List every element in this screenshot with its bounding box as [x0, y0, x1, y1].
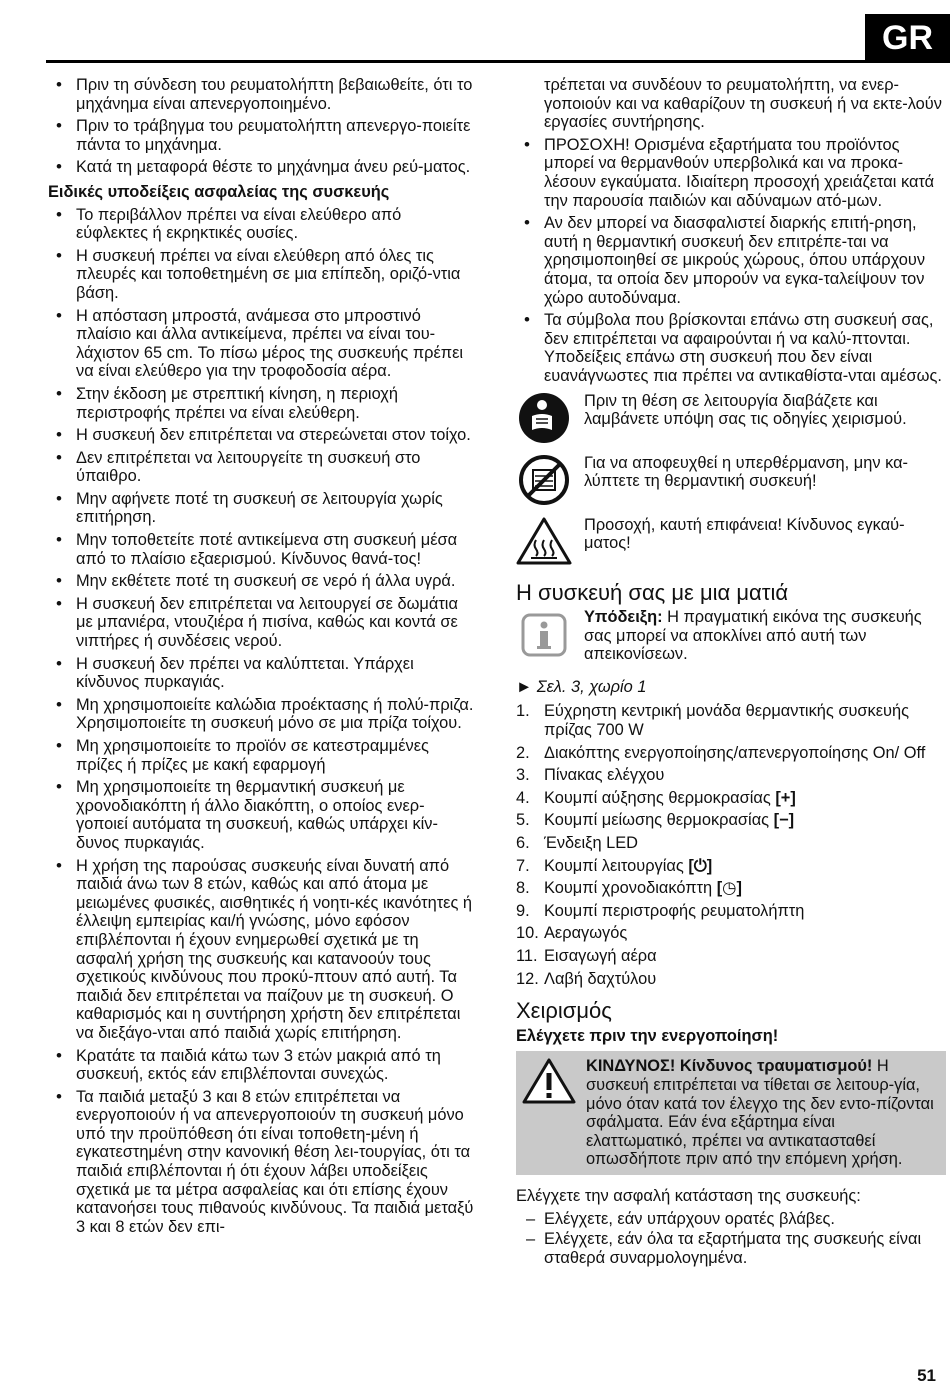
item-text: Εισαγωγή αέρα	[544, 947, 657, 965]
item-text: Αεραγωγός	[544, 924, 628, 943]
item-text: Εύχρηστη κεντρική μονάδα θερμαντικής συσκευής πρίζας 700 W	[544, 702, 910, 740]
danger-label: ΚΙΝΔΥΝΟΣ! Κίνδυνος τραυματισμού!	[586, 1057, 873, 1076]
danger-notice	[516, 1051, 946, 1175]
safety-list-general	[48, 76, 476, 177]
safety-list-continued	[516, 136, 946, 386]
info-icon	[516, 608, 572, 658]
list-item: – Ελέγχετε, εάν όλα τα εξαρτήματα της συσκευής είναι σταθερά συναρμολογημένα.	[516, 1230, 946, 1267]
operation-subtitle: Ελέγχετε πριν την ενεργοποίηση!	[516, 1026, 779, 1045]
note-text	[572, 608, 946, 664]
list-item: • Στην έκδοση με στρεπτική κίνηση, η περιοχή περιστροφής πρέπει να είναι ελεύθερη.	[48, 385, 476, 422]
list-item: • Αν δεν μπορεί να διασφαλιστεί διαρκής επιτή-ρηση, αυτή η θερμαντική συσκευή δεν επιτρέπε-ται να χρησιμοποιηθεί σε μικρούς χώρους, όπου υπάρχουν άτομα, τα οποία δεν μπορούν να εγκα-ταλείψουν τον χώρο αυτοδύναμα.	[516, 214, 946, 307]
list-item	[516, 970, 946, 989]
item-text: Διακόπτης ενεργοποίησης/απενεργοποίησης On/ Off	[544, 743, 926, 762]
left-column	[48, 76, 476, 1240]
list-item: • Πριν τη σύνδεση του ρευματολήπτη βεβαιωθείτε, ότι το μηχάνημα είναι απενεργοποιημένο.	[48, 76, 476, 113]
minus-symbol: [−]	[773, 811, 795, 830]
list-item	[516, 902, 946, 921]
note-row	[516, 608, 946, 664]
list-item: • Μη χρησιμοποιείτε το προϊόν σε κατεστραμμένες πρίζες ή πρίζες με κακή εφαρμογή	[48, 737, 476, 774]
item-label: Κουμπί αύξησης θερμοκρασίας	[544, 788, 776, 807]
item-text	[544, 879, 742, 898]
item-text: Λαβή δαχτύλου	[544, 969, 657, 988]
item-text	[544, 811, 794, 830]
list-item: • Τα παιδιά μεταξύ 3 και 8 ετών επιτρέπεται να ενεργοποιούν ή να απενεργοποιούν τη συσκευή μόνο υπό την προϋπόθεση ότι είναι τοποθετη-μένη ή εγκατεστημένη στην κανονική θέση λει-τουργίας, ότι τα παιδιά επιβλέπονται ή ότι έχουν λάβει υποδείξεις σχετικά με τα μέτρα ασφαλείας και ότι επίσης έχουν κατανοήσει τους πιθανούς κινδύνους. Τα παιδιά μεταξύ 3 και 8 ετών δεν επι-	[48, 1088, 476, 1237]
item-label: Κουμπί μείωσης θερμοκρασίας	[544, 811, 774, 830]
list-item: – Ελέγχετε, εάν υπάρχουν ορατές βλάβες.	[516, 1210, 946, 1229]
item-number: 8.	[516, 879, 530, 898]
continued-text: τρέπεται να συνδέουν το ρευματολήπτη, να ενερ-γοποιούν και να καθαρίζουν τη συσκευή ή να εκτε-λούν εργασίες συντήρησης.	[544, 76, 942, 132]
overview-title: Η συσκευή σας με μια ματιά	[516, 579, 789, 605]
list-item: • Δεν επιτρέπεται να λειτουργείτε τη συσκευή στο ύπαιθρο.	[48, 449, 476, 486]
list-item: • Μη χρησιμοποιείτε καλώδια προέκτασης ή πολύ-πριζα. Χρησιμοποιείτε τη συσκευή μόνο σε μια πρίζα τοίχου.	[48, 696, 476, 733]
list-item: • Μη χρησιμοποιείτε τη θερμαντική συσκευή με χρονοδιακόπτη ή άλλο διακόπτη, ο οποίος ενερ-γοποιεί αυτόματα τη συσκευή, καθώς υπάρχει κίν-δυνος πυρκαγιάς.	[48, 778, 476, 852]
list-item	[516, 834, 946, 853]
item-number: 7.	[516, 856, 530, 875]
do-not-cover-icon	[516, 454, 572, 506]
power-icon: [⏻]	[688, 856, 713, 875]
item-text: Κουμπί περιστροφής ρευματολήπτη	[544, 901, 805, 920]
list-item	[516, 789, 946, 808]
list-item	[516, 879, 946, 898]
safety-list-device	[48, 206, 476, 1237]
item-label: Κουμπί λειτουργίας	[544, 856, 689, 875]
item-text	[544, 857, 712, 876]
list-item	[516, 744, 946, 763]
list-item: • Τα σύμβολα που βρίσκονται επάνω στη συσκευή σας, δεν επιτρέπεται να αφαιρούνται ή να καλύ-πτονται. Υποδείξεις επάνω στη συσκευή που δεν είναι ευανάγνωστες πια πρέπει να αντικαθίστα-νται αμέσως.	[516, 311, 946, 385]
danger-body: Η συσκευή επιτρέπεται να τίθεται σε λειτουρ-γία, μόνο όταν κατά τον έλεγχο της δεν εντο-πίζονται σφάλματα. Εάν ένα εξάρτημα είναι ελαττωματικό, πρέπει να αντικατασταθεί οπωσδήποτε πριν από την επόμενη χρήση.	[586, 1057, 934, 1169]
danger-text	[582, 1057, 940, 1169]
item-number: 9.	[516, 901, 530, 920]
right-column	[516, 76, 946, 1269]
list-item: • Η χρήση της παρούσας συσκευής είναι δυνατή από παιδιά άνω των 8 ετών, καθώς και από άτομα με μειωμένες φυσικές, αισθητικές ή νοητι-κές ικανότητες ή έλλειψη εμπειρίας και/ή γνώσης, μόνο εφόσον επιβλέπονται ή έχουν ενημερωθεί σχετικά με τη ασφαλή χρήση της συσκευής και κατανοούν τους σχετικούς κινδύνους που προκύ-πτουν από αυτή. Τα παιδιά δεν επιτρέπεται να παίζουν με τη συσκευή. Ο καθαρισμός και η συντήρηση χρήστη δεν επιτρέπεται να διεξάγο-νται από παιδιά χωρίς επιτήρηση.	[48, 857, 476, 1043]
item-number: 10.	[516, 924, 539, 943]
list-item: • ΠΡΟΣΟΧΗ! Ορισμένα εξαρτήματα του προϊόντος μπορεί να θερμανθούν υπερβολικά και να προκα-λέσουν εγκαύματα. Ιδιαίτερη προσοχή χρειάζεται κατά την παρουσία παιδιών και αδύναμων ατό-μων.	[516, 136, 946, 210]
list-item	[516, 924, 946, 943]
list-item: • Πριν το τράβηγμα του ρευματολήπτη απενεργο-ποιείτε πάντα το μηχάνημα.	[48, 117, 476, 154]
check-intro: Ελέγχετε την ασφαλή κατάσταση της συσκευής:	[516, 1186, 861, 1205]
plus-symbol: [+]	[775, 788, 796, 807]
language-tab: GR	[865, 14, 950, 62]
symbol-no-cover-row	[516, 454, 946, 506]
list-item: • Μην εκθέτετε ποτέ τη συσκευή σε νερό ή άλλα υγρά.	[48, 572, 476, 591]
list-item: • Η συσκευή δεν επιτρέπεται να στερεώνεται στον τοίχο.	[48, 426, 476, 445]
list-item	[516, 702, 946, 739]
list-item: • Κρατάτε τα παιδιά κάτω των 3 ετών μακριά από τη συσκευή, εκτός εάν επιβλέπονται συνεχώς.	[48, 1047, 476, 1084]
check-list	[516, 1210, 946, 1268]
read-manual-icon	[516, 392, 572, 444]
item-label: Κουμπί χρονοδιακόπτη	[544, 879, 717, 898]
symbol-hot-row	[516, 516, 946, 566]
parts-list	[516, 702, 946, 988]
item-text: Πίνακας ελέγχου	[544, 766, 665, 785]
list-item: • Το περιβάλλον πρέπει να είναι ελεύθερο από εύφλεκτες ή εκρηκτικές ουσίες.	[48, 206, 476, 243]
header-rule	[46, 60, 950, 63]
list-item	[516, 857, 946, 876]
symbol-manual-text: Πριν τη θέση σε λειτουργία διαβάζετε και λαμβάνετε υπόψη σας τις οδηγίες χειρισμού.	[584, 391, 907, 429]
note-body: Η πραγματική εικόνα της συσκευής σας μπορεί να αποκλίνει από αυτή των απεικονίσεων.	[584, 608, 922, 664]
list-item: • Η απόσταση μπροστά, ανάμεσα στο μπροστινό πλαίσιο και άλλα αντικείμενα, πρέπει να είναι του-λάχιστον 65 cm. Το πίσω μέρος της συσκευής πρέπει να είναι ελεύθερο για την τροφοδοσία αέρα.	[48, 307, 476, 381]
item-number: 3.	[516, 766, 530, 785]
list-item: • Η συσκευή πρέπει να είναι ελεύθερη από όλες τις πλευρές και τοποθετημένη σε μια επίπεδη, οριζό-ντια βάση.	[48, 247, 476, 303]
list-item: • Η συσκευή δεν επιτρέπεται να λειτουργεί σε δωμάτια με μπανιέρα, ντουζιέρα ή πισίνα, καθώς και κοντά σε νιπτήρες ή συνδέσεις νερού.	[48, 595, 476, 651]
list-item: • Η συσκευή δεν πρέπει να καλύπτεται. Υπάρχει κίνδυνος πυρκαγιάς.	[48, 655, 476, 692]
symbol-no-cover-text: Για να αποφευχθεί η υπερθέρμανση, μην κα-λύπτετε τη θερμαντική συσκευή!	[584, 453, 909, 491]
warning-triangle-icon	[516, 1057, 582, 1105]
item-number: 12.	[516, 969, 539, 988]
note-label: Υπόδειξη:	[584, 608, 663, 627]
item-number: 5.	[516, 811, 530, 830]
item-text	[544, 789, 796, 808]
list-item: • Μην τοποθετείτε ποτέ αντικείμενα στη συσκευή μέσα από το πλαίσιο εξαερισμού. Κίνδυνος θανά-τος!	[48, 531, 476, 568]
item-number: 1.	[516, 702, 530, 721]
item-number: 4.	[516, 788, 530, 807]
page-number: 51	[917, 1366, 936, 1385]
item-text: Ένδειξη LED	[544, 834, 639, 853]
list-item	[516, 811, 946, 830]
timer-icon: [◷]	[716, 879, 742, 898]
hot-surface-icon	[516, 516, 572, 566]
item-number: 6.	[516, 834, 530, 853]
symbol-manual-row	[516, 392, 946, 444]
section-heading: Ειδικές υποδείξεις ασφαλείας της συσκευής	[48, 182, 390, 201]
item-number: 2.	[516, 743, 530, 762]
symbol-hot-text: Προσοχή, καυτή επιφάνεια! Κίνδυνος εγκαύ-ματος!	[584, 515, 905, 553]
list-item	[516, 947, 946, 966]
list-item	[516, 766, 946, 785]
item-number: 11.	[516, 947, 538, 965]
operation-title: Χειρισμός	[516, 998, 612, 1024]
list-item: • Μην αφήνετε ποτέ τη συσκευή σε λειτουργία χωρίς επιτήρηση.	[48, 490, 476, 527]
list-item: • Κατά τη μεταφορά θέστε το μηχάνημα άνευ ρεύ-ματος.	[48, 158, 476, 177]
figure-reference: ► Σελ. 3, χωρίο 1	[516, 677, 647, 696]
